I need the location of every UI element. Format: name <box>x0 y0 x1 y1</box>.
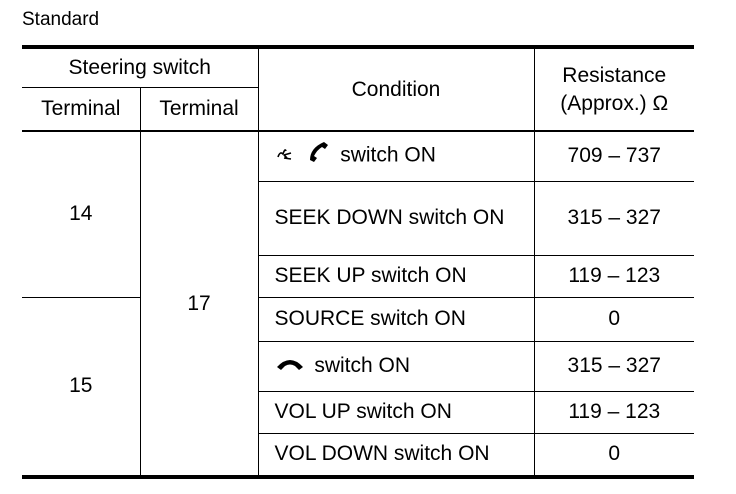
resistance-value: 315 – 327 <box>534 341 694 391</box>
steering-switch-resistance-table <box>22 45 694 479</box>
condition-text: VOL DOWN switch ON <box>258 433 534 477</box>
header-condition: Condition <box>258 47 534 131</box>
header-resistance-line1: Resistance <box>562 63 667 87</box>
table-caption: Standard <box>22 9 100 30</box>
terminal-common-17: 17 <box>140 131 258 477</box>
resistance-value: 0 <box>534 297 694 341</box>
hang-up-icon <box>275 352 305 380</box>
header-terminal-2: Terminal <box>140 87 258 131</box>
phone-pickup-icon <box>304 140 330 172</box>
resistance-value: 709 – 737 <box>534 131 694 181</box>
condition-cell <box>258 131 534 181</box>
resistance-value: 119 – 123 <box>534 255 694 297</box>
condition-text: switch ON <box>340 143 436 167</box>
condition-cell <box>258 341 534 391</box>
header-resistance-line2: (Approx.) Ω <box>560 91 669 115</box>
resistance-value: 0 <box>534 433 694 477</box>
terminal-group-14: 14 <box>22 131 140 297</box>
resistance-value: 119 – 123 <box>534 391 694 433</box>
voice-recognition-icon <box>275 142 295 170</box>
condition-text: VOL UP switch ON <box>258 391 534 433</box>
header-terminal-1: Terminal <box>22 87 140 131</box>
header-steering-switch: Steering switch <box>22 47 258 87</box>
terminal-group-15: 15 <box>22 297 140 477</box>
condition-text: SEEK UP switch ON <box>258 255 534 297</box>
condition-text: SOURCE switch ON <box>258 297 534 341</box>
resistance-value: 315 – 327 <box>534 181 694 255</box>
header-resistance <box>534 47 694 131</box>
condition-text: SEEK DOWN switch ON <box>258 181 534 255</box>
condition-text: switch ON <box>314 353 411 377</box>
